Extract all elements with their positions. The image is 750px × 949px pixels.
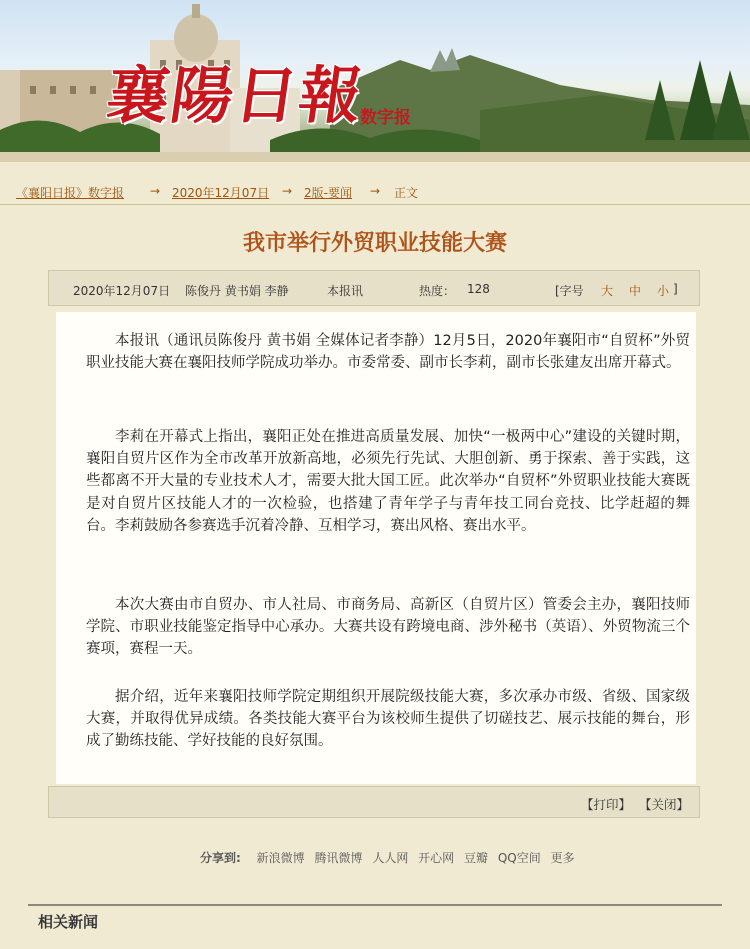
breadcrumb-separator: → bbox=[282, 184, 293, 198]
related-news-heading: 相关新闻 bbox=[38, 913, 99, 931]
share-bar bbox=[200, 849, 581, 866]
breadcrumb-home-link[interactable]: 《襄阳日报》数字报 bbox=[16, 186, 125, 200]
share-renren[interactable]: 人人网 bbox=[372, 851, 409, 865]
related-divider bbox=[28, 904, 722, 906]
breadcrumb-date-link[interactable]: 2020年12月07日 bbox=[172, 186, 270, 200]
views-count: 128 bbox=[467, 282, 490, 296]
article-authors: 陈俊丹 黄书娟 李静 bbox=[185, 284, 289, 298]
font-size-medium-button[interactable]: 中 bbox=[629, 284, 642, 298]
article-title: 我市举行外贸职业技能大赛 bbox=[242, 231, 507, 256]
font-size-label: [字号 bbox=[555, 284, 584, 298]
share-sina-weibo[interactable]: 新浪微博 bbox=[256, 851, 305, 865]
share-qzone[interactable]: QQ空间 bbox=[497, 851, 541, 865]
article-date: 2020年12月07日 bbox=[73, 284, 171, 298]
share-label: 分享到: bbox=[200, 851, 241, 865]
masthead-banner bbox=[0, 0, 750, 162]
font-size-large-button[interactable]: 大 bbox=[601, 284, 614, 298]
share-kaixin[interactable]: 开心网 bbox=[418, 851, 455, 865]
breadcrumb-current: 正文 bbox=[394, 186, 419, 200]
article-paragraph: 据介绍，近年来襄阳技师学院定期组织开展院级技能大赛，多次承办市级、省级、国家级大赛，并取得优异成绩。各类技能大赛平台为该校师生提供了切磋技艺、展示技能的舞台，形成了勤练技能、学好技能的良好氛围。 bbox=[86, 689, 690, 750]
digital-edition-label: 数字报 bbox=[360, 108, 411, 128]
article-paragraph: 李莉在开幕式上指出，襄阳正处在推进高质量发展、加快“一极两中心”建设的关键时期，襄阳自贸片区作为全市改革开放新高地，必须先行先试、大胆创新、勇于探索、善于实践，这些都离不开大量的专业技术人才，需要大批大国工匠。此次举办“自贸杯”外贸职业技能大赛既是对自贸片区技能人才的一次检验，也搭建了青年学子与青年技工同台竞技、比学赶超的舞台。李莉鼓励各参赛选手沉着冷静、互相学习，赛出风格、赛出水平。 bbox=[86, 429, 690, 534]
breadcrumb-separator: → bbox=[150, 184, 161, 198]
article-actions-bar bbox=[48, 786, 700, 818]
print-button[interactable]: 【打印】 bbox=[581, 797, 632, 812]
breadcrumb bbox=[0, 176, 750, 202]
views-label: 热度： bbox=[419, 284, 456, 298]
article-paragraph: 本报讯（通讯员陈俊丹 黄书娟 全媒体记者李静）12月5日，2020年襄阳市“自贸杯”外贸职业技能大赛在襄阳技师学院成功举办。市委常委、副市长李莉，副市长张建友出席开幕式。 bbox=[86, 333, 690, 372]
breadcrumb-separator: → bbox=[370, 184, 381, 198]
article-paragraph: 本次大赛由市自贸办、市人社局、市商务局、高新区（自贸片区）管委会主办，襄阳技师学院、市职业技能鉴定指导中心承办。大赛共设有跨境电商、涉外秘书（英语）、外贸物流三个赛项，赛程一天。 bbox=[86, 597, 690, 658]
share-douban[interactable]: 豆瓣 bbox=[464, 851, 489, 865]
share-tencent-weibo[interactable]: 腾讯微博 bbox=[314, 851, 363, 865]
article-body bbox=[56, 312, 696, 784]
breadcrumb-divider bbox=[0, 204, 750, 205]
newspaper-logo: 襄陽日報 bbox=[102, 59, 369, 132]
share-more[interactable]: 更多 bbox=[550, 851, 575, 865]
font-size-small-button[interactable]: 小 bbox=[657, 284, 670, 298]
article-meta-bar bbox=[48, 270, 700, 306]
breadcrumb-section-link[interactable]: 2版-要闻 bbox=[304, 186, 352, 200]
font-size-bracket: ] bbox=[673, 282, 678, 296]
close-button[interactable]: 【关闭】 bbox=[639, 797, 690, 812]
article-source: 本报讯 bbox=[327, 284, 364, 298]
